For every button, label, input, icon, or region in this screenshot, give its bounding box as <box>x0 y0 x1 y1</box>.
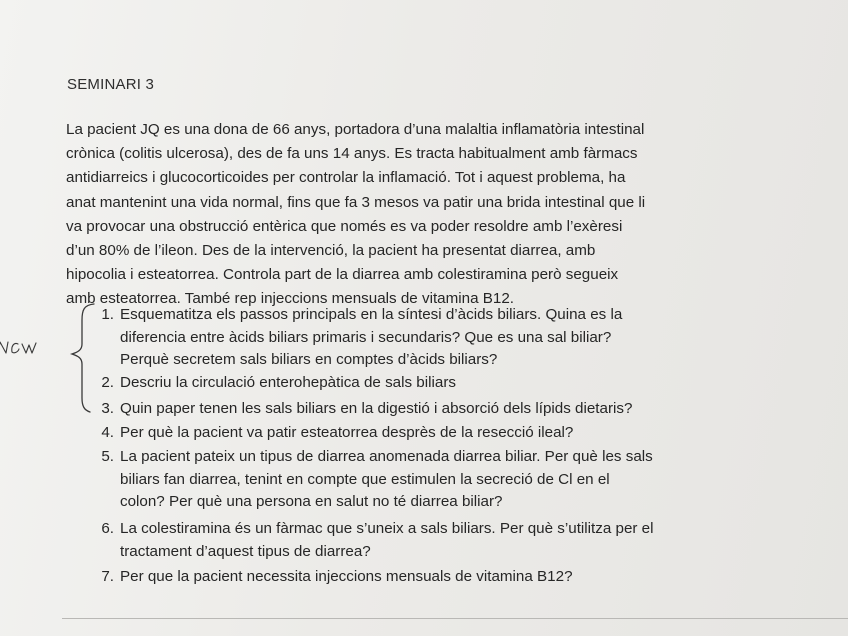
intro-line: La pacient JQ es una dona de 66 anys, portadora d’una malaltia inflamatòria intestinal <box>66 121 645 138</box>
intro-line: d’un 80% de l’ileon. Des de la intervenció, la pacient ha presentat diarrea, amb <box>66 242 596 260</box>
question-text <box>120 518 654 563</box>
intro-line: anat mantenint una vida normal, fins que fa 3 mesos va patir una brida intestinal que li <box>66 193 646 211</box>
question-line: La pacient pateix un tipus de diarrea anomenada diarrea biliar. Per què les sals <box>120 448 653 465</box>
question-number: 3. <box>101 400 114 417</box>
question-text <box>120 398 632 421</box>
question-line: Descriu la circulació enterohepàtica de sals biliars <box>120 374 456 391</box>
intro-line: amb esteatorrea. També rep injeccions mensuals de vitamina B12. <box>66 290 514 308</box>
question-line: La colestiramina és un fàrmac que s’uneix a sals biliars. Per què s’utilitza per el <box>120 520 654 537</box>
intro-line: crònica (colitis ulcerosa), des de fa uns 14 anys. Es tracta habitualment amb fàrmacs <box>66 145 638 163</box>
intro-paragraph <box>66 118 746 312</box>
question-line: Quin paper tenen les sals biliars en la digestió i absorció dels lípids dietaris? <box>120 400 633 417</box>
question-line: biliars fan diarrea, tenint en compte que estimulen la secreció de Cl en el <box>120 470 610 488</box>
intro-line: antidiarreics i glucocorticoides per controlar la inflamació. Tot i aquest problema, ha <box>66 169 626 187</box>
question-line: Per que la pacient necessita injeccions mensuals de vitamina B12? <box>120 568 573 585</box>
question-number: 4. <box>101 424 114 441</box>
question-number: 5. <box>101 448 114 465</box>
question-line: Perquè secretem sals biliars en comptes d’àcids biliars? <box>120 351 498 368</box>
handwritten-annotation <box>0 336 46 362</box>
question-number: 2. <box>101 374 114 391</box>
page-bottom-rule <box>62 618 848 619</box>
question-text <box>120 446 653 514</box>
question-line: diferencia entre àcids biliars primaris i secundaris? Que es una sal biliar? <box>120 328 612 346</box>
question-number: 6. <box>101 520 114 537</box>
intro-line: hipocolia i esteatorrea. Controla part de la diarrea amb colestiramina però segueix <box>66 266 619 284</box>
question-line: Per què la pacient va patir esteatorrea desprès de la resecció ileal? <box>120 424 574 441</box>
question-line: tractament d’aquest tipus de diarrea? <box>120 542 371 560</box>
question-line: Esquematitza els passos principals en la síntesi d’àcids biliars. Quina es la <box>120 306 623 323</box>
question-text <box>120 566 573 589</box>
brace-annotation <box>68 300 98 416</box>
question-line: colon? Per què una persona en salut no té diarrea biliar? <box>120 493 503 510</box>
question-number: 7. <box>101 568 114 585</box>
question-number: 1. <box>101 306 114 323</box>
question-text <box>120 372 456 395</box>
intro-line: va provocar una obstrucció entèrica que només es va poder resoldre amb l’exèresi <box>66 217 623 235</box>
page-title: SEMINARI 3 <box>67 76 155 93</box>
question-text <box>120 304 622 372</box>
question-text <box>120 422 573 445</box>
